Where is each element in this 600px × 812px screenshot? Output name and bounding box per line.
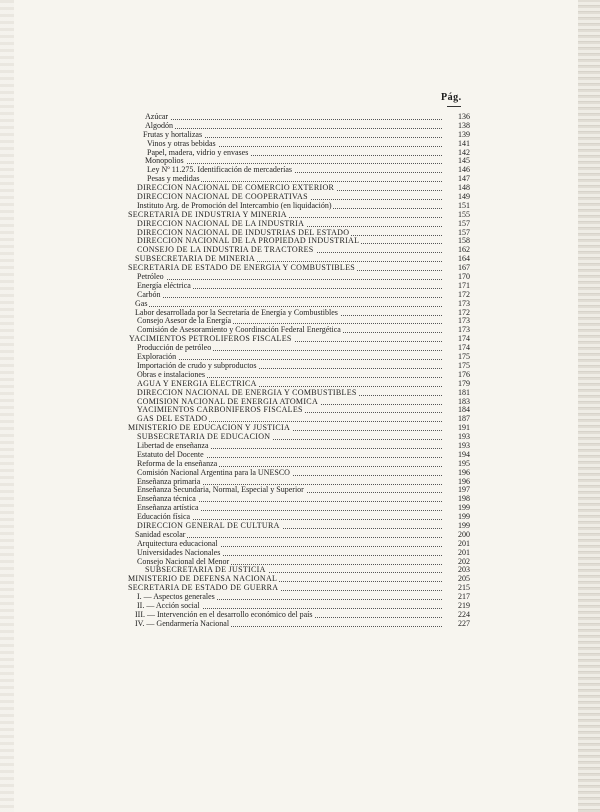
toc-entry-label: Enseñanza técnica xyxy=(137,494,196,504)
leader-dots xyxy=(145,119,442,120)
toc-entry-label: DIRECCION NACIONAL DE COOPERATIVAS xyxy=(137,192,308,202)
toc-entry-label: III. — Intervención en el desarrollo económico del país xyxy=(135,609,313,619)
toc-entry-label: SECRETARIA DE INDUSTRIA Y MINERIA xyxy=(128,209,287,219)
toc-entry-page: 173 xyxy=(444,326,470,335)
toc-entry-page: 199 xyxy=(444,522,470,531)
toc-entry-page: 173 xyxy=(444,317,470,326)
toc-entry-page: 193 xyxy=(444,433,470,442)
toc-entry-label: AGUA Y ENERGIA ELECTRICA xyxy=(137,378,257,388)
toc-entry-label: Vinos y otras bebidas xyxy=(147,138,216,148)
toc-entry-label: MINISTERIO DE DEFENSA NACIONAL xyxy=(128,574,278,584)
toc-entry-page: 173 xyxy=(444,300,470,309)
toc-entry-page: 170 xyxy=(444,273,470,282)
toc-entry xyxy=(125,282,470,291)
toc-entry-label: Universidades Nacionales xyxy=(137,547,221,557)
toc-entry-label: Papel, madera, vidrio y envases xyxy=(147,147,249,157)
toc-entry-label: SECRETARIA DE ESTADO DE GUERRA xyxy=(128,583,279,593)
toc-entry-page: 193 xyxy=(444,442,470,451)
toc-entry-page: 191 xyxy=(444,424,470,433)
toc-entry-label: MINISTERIO DE EDUCACION Y JUSTICIA xyxy=(128,423,291,433)
toc-entry-label: Producción de petróleo xyxy=(137,343,212,353)
toc-entry-page: 139 xyxy=(444,131,470,140)
toc-entry-label: Educación física xyxy=(137,512,191,522)
toc-entry-label: Algodón xyxy=(145,120,173,130)
toc-entry-page: 155 xyxy=(444,211,470,220)
toc-entry-page: 141 xyxy=(444,140,470,149)
toc-entry-page: 199 xyxy=(444,504,470,513)
leader-dots xyxy=(137,297,442,298)
toc-entry-page: 196 xyxy=(444,469,470,478)
toc-entry-page: 149 xyxy=(444,193,470,202)
toc-entry-page: 219 xyxy=(444,602,470,611)
toc-entry xyxy=(125,113,470,122)
toc-entry-label: DIRECCION NACIONAL DE INDUSTRIAS DEL ESTADO xyxy=(137,227,350,237)
toc-entry-page: 157 xyxy=(444,220,470,229)
table-of-contents xyxy=(125,113,470,629)
toc-entry-label: Obras e instalaciones xyxy=(137,369,205,379)
toc-entry-page: 196 xyxy=(444,478,470,487)
toc-entry-page: 195 xyxy=(444,460,470,469)
toc-entry-page: 176 xyxy=(444,371,470,380)
toc-entry-label: Frutas y hortalizas xyxy=(143,129,203,139)
toc-entry-label: Enseñanza artística xyxy=(137,503,199,513)
toc-entry xyxy=(125,264,470,273)
leader-dots xyxy=(135,306,442,307)
toc-entry-label: SUBSECRETARIA DE MINERIA xyxy=(135,254,255,264)
toc-entry-page: 174 xyxy=(444,335,470,344)
toc-entry-label: Carbón xyxy=(137,289,161,299)
toc-entry-page: 157 xyxy=(444,229,470,238)
toc-entry-label: Consejo Asesor de la Energía xyxy=(137,316,232,326)
toc-entry-page: 183 xyxy=(444,398,470,407)
toc-entry-label: Sanidad escolar xyxy=(135,529,186,539)
toc-entry-label: Petróleo xyxy=(137,272,164,282)
toc-entry-label: Monopolios xyxy=(145,156,184,166)
toc-entry-label: YACIMIENTOS PETROLIFEROS FISCALES xyxy=(129,334,292,344)
toc-entry-page: 158 xyxy=(444,237,470,246)
toc-entry-label: Reforma de la enseñanza xyxy=(137,458,218,468)
toc-entry-label: SECRETARIA DE ESTADO DE ENERGIA Y COMBUSTIBLES xyxy=(128,263,356,273)
toc-entry-page: 138 xyxy=(444,122,470,131)
scan-edge-left xyxy=(0,0,14,812)
toc-entry-page: 171 xyxy=(444,282,470,291)
leader-dots xyxy=(145,128,442,129)
leader-dots xyxy=(137,359,442,360)
toc-entry-page: 136 xyxy=(444,113,470,122)
toc-entry xyxy=(125,291,470,300)
toc-entry-label: Labor desarrollada por la Secretaría de Energía y Combustibles xyxy=(135,307,338,317)
toc-entry-page: 201 xyxy=(444,549,470,558)
toc-entry-page: 151 xyxy=(444,202,470,211)
toc-entry-label: I. — Aspectos generales xyxy=(137,592,215,602)
toc-entry-page: 174 xyxy=(444,344,470,353)
toc-entry-page: 147 xyxy=(444,175,470,184)
toc-entry-page: 172 xyxy=(444,309,470,318)
toc-entry-page: 145 xyxy=(444,157,470,166)
toc-entry-label: DIRECCION NACIONAL DE ENERGIA Y COMBUSTIBLES xyxy=(137,387,357,397)
toc-entry-label: II. — Acción social xyxy=(137,600,200,610)
toc-entry-label: YACIMIENTOS CARBONIFEROS FISCALES xyxy=(137,405,303,415)
toc-entry-page: 179 xyxy=(444,380,470,389)
toc-entry-label: Instituto Arg. de Promoción del Intercambio (en liquidación) xyxy=(137,200,332,210)
toc-entry-page: 184 xyxy=(444,406,470,415)
toc-entry-label: CONSEJO DE LA INDUSTRIA DE TRACTORES xyxy=(137,245,314,255)
toc-entry-label: Comisión Nacional Argentina para la UNESCO xyxy=(137,467,290,477)
toc-entry-page: 217 xyxy=(444,593,470,602)
toc-entry-label: Pesas y medidas xyxy=(147,174,200,184)
leader-dots xyxy=(145,163,442,164)
toc-entry-label: Enseñanza primaria xyxy=(137,476,201,486)
toc-entry-page: 201 xyxy=(444,540,470,549)
toc-entry-page: 202 xyxy=(444,558,470,567)
toc-entry-label: Consejo Nacional del Menor xyxy=(137,556,230,566)
toc-entry-page: 199 xyxy=(444,513,470,522)
toc-entry-page: 175 xyxy=(444,353,470,362)
toc-entry-page: 167 xyxy=(444,264,470,273)
toc-entry-label: DIRECCION NACIONAL DE COMERCIO EXTERIOR xyxy=(137,183,335,193)
toc-entry-page: 197 xyxy=(444,486,470,495)
toc-entry-label: Arquitectura educacional xyxy=(137,538,218,548)
toc-entry-page: 181 xyxy=(444,389,470,398)
toc-entry-page: 205 xyxy=(444,575,470,584)
toc-entry-page: 194 xyxy=(444,451,470,460)
page-column-header: Pág. xyxy=(441,92,462,103)
toc-entry-label: DIRECCION NACIONAL DE LA PROPIEDAD INDUSTRIAL xyxy=(137,236,360,246)
toc-entry-page: 224 xyxy=(444,611,470,620)
toc-entry-label: IV. — Gendarmería Nacional xyxy=(135,618,230,628)
toc-entry-label: DIRECCION GENERAL DE CULTURA xyxy=(137,520,280,530)
leader-dots xyxy=(137,279,442,280)
toc-entry-page: 162 xyxy=(444,246,470,255)
toc-entry-label: Azúcar xyxy=(145,112,169,121)
toc-entry xyxy=(125,620,470,629)
toc-entry-page: 146 xyxy=(444,166,470,175)
toc-entry-label: SUBSECRETARIA DE EDUCACION xyxy=(137,432,271,442)
toc-entry-page: 187 xyxy=(444,415,470,424)
page-column-rule xyxy=(447,106,461,107)
toc-entry-page: 172 xyxy=(444,291,470,300)
toc-entry-label: Gas xyxy=(135,298,148,308)
toc-entry-label: Importación de crudo y subproductos xyxy=(137,360,257,370)
toc-entry-page: 148 xyxy=(444,184,470,193)
toc-entry-page: 198 xyxy=(444,495,470,504)
toc-entry-label: DIRECCION NACIONAL DE LA INDUSTRIA xyxy=(137,218,305,228)
toc-entry-label: Comisión de Asesoramiento y Coordinación Federal Energética xyxy=(137,325,341,335)
toc-entry-page: 164 xyxy=(444,255,470,264)
toc-entry-label: Enseñanza Secundaria, Normal, Especial y Superior xyxy=(137,485,304,495)
toc-entry-label: SUBSECRETARIA DE JUSTICIA xyxy=(145,565,266,575)
toc-entry-page: 175 xyxy=(444,362,470,371)
toc-entry-label: GAS DEL ESTADO xyxy=(137,414,208,424)
toc-entry-label: Energía eléctrica xyxy=(137,280,191,290)
toc-entry-label: Exploración xyxy=(137,352,177,362)
toc-entry-page: 215 xyxy=(444,584,470,593)
toc-entry-label: Ley Nº 11.275. Identificación de mercaderías xyxy=(147,165,293,175)
toc-entry-label: Estatuto del Docente xyxy=(137,449,204,459)
toc-entry-page: 227 xyxy=(444,620,470,629)
toc-entry-page: 142 xyxy=(444,149,470,158)
toc-entry-label: Libertad de enseñanza xyxy=(137,440,209,450)
toc-entry-page: 203 xyxy=(444,566,470,575)
toc-entry-page: 200 xyxy=(444,531,470,540)
toc-entry xyxy=(125,344,470,353)
scan-edge-right xyxy=(578,0,600,812)
toc-entry-label: COMISION NACIONAL DE ENERGIA ATOMICA xyxy=(137,396,319,406)
